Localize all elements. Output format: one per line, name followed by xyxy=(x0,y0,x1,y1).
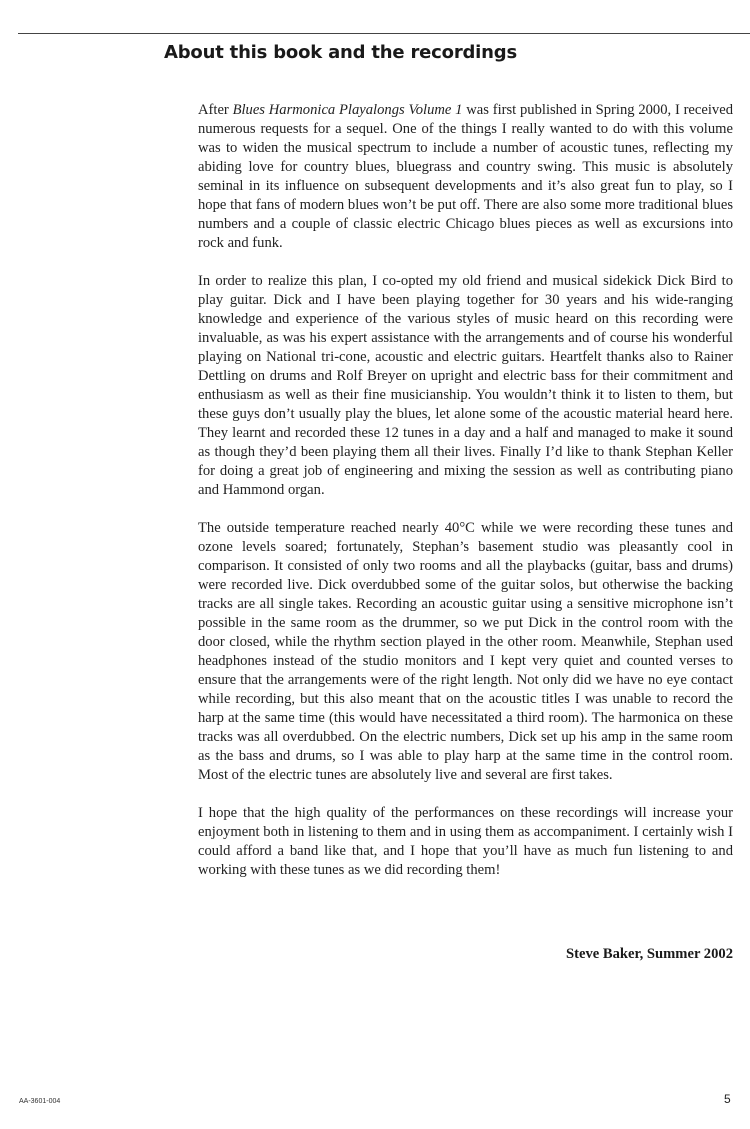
paragraph-3: The outside temperature reached nearly 40°C while we were recording these tunes and ozone levels soared; fortunately, Stephan’s basement studio was pleasantly cool in comparison. It consisted of only two rooms and all the playbacks (guitar, bass and drums) were recorded live. Dick overdubbed some of the guitar solos, but otherwise the backing tracks are all single takes. Recording an acoustic guitar using a sensitive microphone isn’t possible in the same room as the drummer, so we put Dick in the control room with the door closed, while the rhythm section played in the other room. Meanwhile, Stephan used headphones instead of the studio monitors and I kept very quiet and counted verses to ensure that the arrangements were of the right length. Not only did we have no eye contact while recording, but this also meant that on the acoustic titles I was unable to record the harp at the same time (this would have necessitated a third room). The harmonica on these tracks was all overdubbed. On the electric numbers, Dick set up his amp in the same room as the bass and drums, so I was able to play harp at the same time in the control room. Most of the electric tunes are absolutely live and several are first takes. xyxy=(198,520,733,783)
author-signature: Steve Baker, Summer 2002 xyxy=(565,946,733,962)
page-title: About this book and the recordings xyxy=(164,42,517,63)
paragraph-2: In order to realize this plan, I co-opted my old friend and musical sidekick Dick Bird to play guitar. Dick and I have been playing together for 30 years and his wide-ranging knowledge and experience of the various styles of music heard on this recording were invaluable, as was his expert assistance with the arrangements and of course his wonderful playing on National tri-cone, acoustic and electric guitars. Heartfelt thanks also to Rainer Dettling on drums and Rolf Breyer on upright and electric bass for their commitment and enthusiasm as well as their fine musicianship. You wouldn’t think it to listen to them, but these guys don’t usually play the blues, let alone some of the acoustic material heard here. They learnt and recorded these 12 tunes in a day and a half and managed to make it sound as though they’d been playing them all their lives. Finally I’d like to thank Stephan Keller for doing a great job of engineering and mixing the session as well as contributing piano and Hammond organ. xyxy=(198,273,733,498)
document-code: AA-3601-004 xyxy=(19,1098,61,1105)
paragraph-1-rest: was first published in Spring 2000, I received numerous requests for a sequel. One of the things I really wanted to do with this volume was to widen the musical spectrum to include a number of acoustic tunes, reflecting my abiding love for country blues, bluegrass and country swing. This music is absolutely seminal in its influence on subsequent developments and it’s also great fun to play, so I hope that fans of modern blues won’t be put off. There are also some more traditional blues numbers and a couple of classic electric Chicago blues pieces as well as excursions into rock and funk. xyxy=(198,102,733,251)
paragraph-4: I hope that the high quality of the performances on these recordings will increase your enjoyment both in listening to them and in using them as accompaniment. I certainly wish I could afford a band like that, and I hope that you’ll have as much fun listening to and working with these tunes as we did recording them! xyxy=(198,805,733,878)
top-rule-divider xyxy=(18,33,750,34)
page-number: 5 xyxy=(724,1092,731,1106)
article-body xyxy=(198,101,733,899)
paragraph-1-lead: After xyxy=(198,102,233,118)
paragraph-1 xyxy=(198,101,733,253)
book-title-italic: Blues Harmonica Playalongs Volume 1 xyxy=(232,102,463,118)
